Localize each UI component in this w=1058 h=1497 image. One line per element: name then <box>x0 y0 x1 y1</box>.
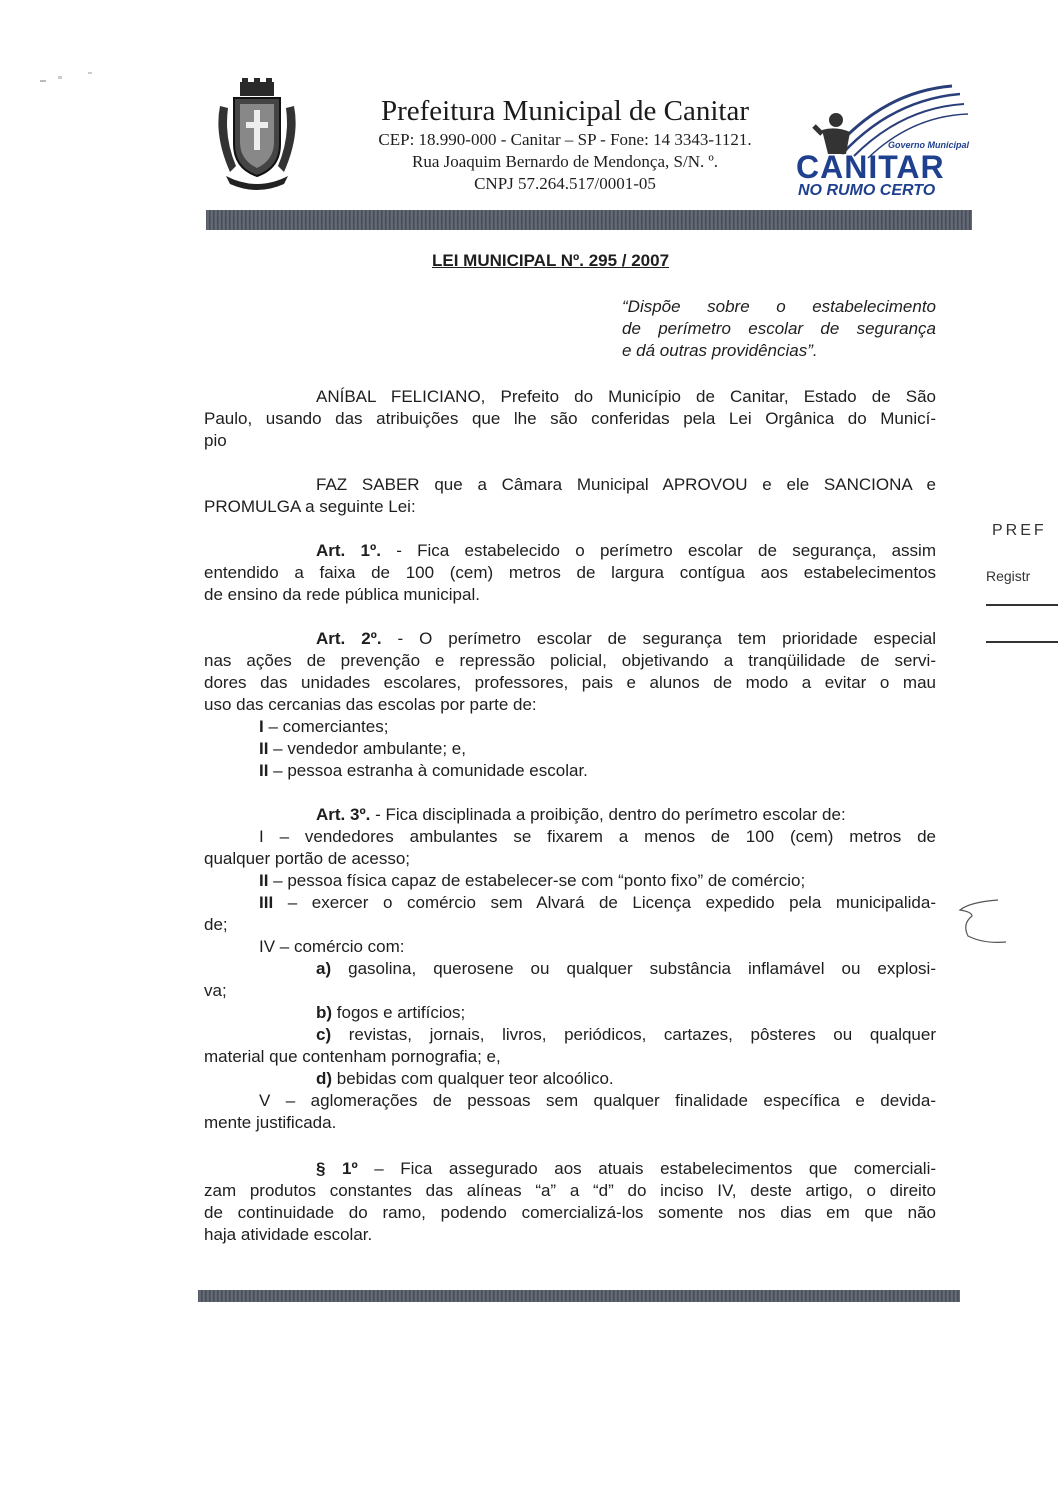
art1-line-1: Art. 1º. - Fica estabelecido o perímetro escolar de segurança, assim <box>316 541 936 560</box>
art2-line-4: uso das cercanias das escolas por parte de: <box>204 695 537 714</box>
art3-item-1a: I – vendedores ambulantes se fixarem a menos de 100 (cem) metros de <box>259 827 936 846</box>
art3-item-5a: V – aglomerações de pessoas sem qualquer finalidade específica e devida- <box>259 1091 936 1110</box>
paragraph1-line-3: de continuidade do ramo, podendo comercializá-los somente nos dias em que não <box>204 1203 936 1222</box>
header-title: Prefeitura Municipal de Canitar <box>380 95 749 127</box>
enact-line-1: FAZ SABER que a Câmara Municipal APROVOU e ele SANCIONA e <box>316 475 936 494</box>
art3-alinea-a1: a) gasolina, querosene ou qualquer substância inflamável ou explosi- <box>316 959 936 978</box>
art3-item-3b: de; <box>204 915 228 934</box>
preamble-line-2: Paulo, usando das atribuições que lhe são conferidas pela Lei Orgânica do Municí- <box>204 409 936 428</box>
stamp-word-2: Registr <box>986 568 1031 584</box>
ementa-line-2: de perímetro escolar de segurança <box>622 319 936 338</box>
coat-of-arms-icon <box>212 76 302 192</box>
preamble-line-3: pio <box>204 431 227 450</box>
art3-alinea-c2: material que contenham pornografia; e, <box>204 1047 501 1066</box>
stamp-word-1: PREF <box>992 522 1047 539</box>
art3-line-1: Art. 3º. - Fica disciplinada a proibição, dentro do perímetro escolar de: <box>316 805 846 824</box>
art3-item-2: II – pessoa física capaz de estabelecer-se com “ponto fixo” de comércio; <box>259 871 806 890</box>
handwritten-mark-icon <box>950 892 1010 948</box>
ementa-line-3: e dá outras providências”. <box>622 341 818 360</box>
art3-label: Art. 3º. <box>316 805 371 824</box>
art1-line-3: de ensino da rede pública municipal. <box>204 585 480 604</box>
preamble-line-1: ANÍBAL FELICIANO, Prefeito do Município de Canitar, Estado de São <box>316 387 936 406</box>
art3-item-5b: mente justificada. <box>204 1113 337 1132</box>
enact-line-2: PROMULGA a seguinte Lei: <box>204 497 416 516</box>
art2-item-3: II – pessoa estranha à comunidade escolar. <box>259 761 588 780</box>
art3-item-1b: qualquer portão de acesso; <box>204 849 411 868</box>
logo-name: CANITAR <box>796 149 945 185</box>
header-cep-phone: CEP: 18.990-000 - Canitar – SP - Fone: 14 3343-1121. <box>378 130 752 149</box>
stamp-line-1 <box>986 604 1058 606</box>
art2-line-1: Art. 2º. - O perímetro escolar de segurança tem prioridade especial <box>316 629 936 648</box>
paragraph1-line-2: zam produtos constantes das alíneas “a” a “d” do inciso IV, deste artigo, o direito <box>204 1181 936 1200</box>
footer-separator-bar <box>198 1290 960 1302</box>
art2-line-3: dores das unidades escolares, professores, pais e alunos de modo a evitar o mau <box>204 673 936 692</box>
art2-item-1: I – comerciantes; <box>259 717 389 736</box>
scan-speck <box>40 80 46 82</box>
law-title: LEI MUNICIPAL Nº. 295 / 2007 <box>432 251 670 270</box>
scan-speck <box>58 76 62 79</box>
art3-alinea-b: b) fogos e artifícios; <box>316 1003 466 1022</box>
header-separator-bar <box>206 210 972 230</box>
art2-item-2: II – vendedor ambulante; e, <box>259 739 466 758</box>
paragraph1-line-1: § 1º – Fica assegurado aos atuais estabelecimentos que comerciali- <box>316 1159 937 1178</box>
art2-label: Art. 2º. <box>316 629 382 648</box>
header-cnpj: CNPJ 57.264.517/0001-05 <box>474 174 656 193</box>
stamp-line-2 <box>986 641 1058 643</box>
art1-line-2: entendido a faixa de 100 (cem) metros de largura contígua aos estabelecimentos <box>204 563 936 582</box>
art3-alinea-d: d) bebidas com qualquer teor alcoólico. <box>316 1069 614 1088</box>
canitar-logo <box>792 82 972 198</box>
logo-small-text: Governo Municipal <box>888 140 970 150</box>
art3-alinea-a2: va; <box>204 981 227 1000</box>
ementa-line-1: “Dispõe sobre o estabelecimento <box>622 297 936 316</box>
art1-label: Art. 1º. <box>316 541 381 560</box>
art2-line-2: nas ações de prevenção e repressão policial, objetivando a tranqüilidade de servi- <box>204 651 936 670</box>
scan-speck <box>88 72 92 74</box>
paragraph1-line-4: haja atividade escolar. <box>204 1225 373 1244</box>
art3-item-3a: III – exercer o comércio sem Alvará de Licença expedido pela municipalida- <box>259 893 936 912</box>
art3-item-4: IV – comércio com: <box>259 937 405 956</box>
art3-alinea-c1: c) revistas, jornais, livros, periódicos, cartazes, pôsteres ou qualquer <box>316 1025 936 1044</box>
logo-slogan: NO RUMO CERTO <box>798 182 936 199</box>
header-address: Rua Joaquim Bernardo de Mendonça, S/N. º. <box>411 152 719 171</box>
paragraph1-label: § 1º <box>316 1159 358 1178</box>
